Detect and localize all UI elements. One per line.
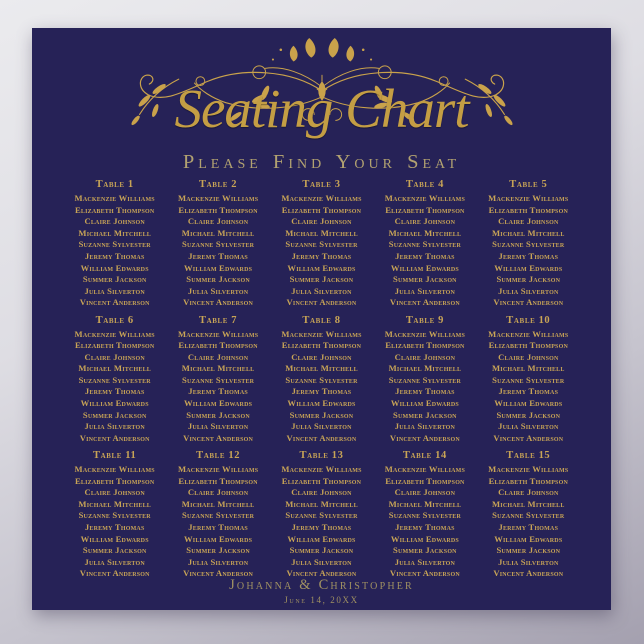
guest-name: Vincent Anderson <box>493 297 564 308</box>
guest-name: Summer Jackson <box>393 545 457 556</box>
guest-name: Michael Mitchell <box>388 227 462 238</box>
guest-list <box>167 464 268 580</box>
guest-name: Julia Silverton <box>498 285 559 296</box>
guest-name: Mackenzie Williams <box>74 464 155 474</box>
table-group <box>167 314 268 450</box>
guest-list <box>374 329 475 445</box>
table-group <box>167 178 268 314</box>
guest-name: Elizabeth Thompson <box>488 475 568 486</box>
guest-name: Summer Jackson <box>393 409 457 420</box>
guest-name: Claire Johnson <box>84 216 145 227</box>
guest-name: Mackenzie Williams <box>177 328 259 339</box>
guest-name: Michael Mitchell <box>285 498 358 509</box>
table-group <box>374 449 475 585</box>
guest-name: Suzanne Sylvester <box>492 374 565 385</box>
guest-name: Jeremy Thomas <box>84 521 145 532</box>
guest-name: Suzanne Sylvester <box>388 374 462 385</box>
guest-name: Michael Mitchell <box>78 363 151 374</box>
guest-name: Claire Johnson <box>84 351 145 362</box>
guest-name: Vincent Anderson <box>286 432 357 443</box>
poster-subtitle: Please Find Your Seat <box>182 151 461 173</box>
table-label: Table 5 <box>509 179 548 190</box>
guest-name: Summer Jackson <box>82 274 147 285</box>
guest-name: Elizabeth Thompson <box>178 475 258 486</box>
guest-name: Michael Mitchell <box>181 363 255 374</box>
guest-name: Claire Johnson <box>291 216 352 227</box>
guest-list <box>374 193 475 309</box>
guest-name: Suzanne Sylvester <box>388 510 462 521</box>
table-group <box>478 449 579 585</box>
guest-name: Suzanne Sylvester <box>181 239 255 250</box>
guest-name: Jeremy Thomas <box>84 250 145 261</box>
guest-name: Elizabeth Thompson <box>385 204 465 215</box>
guest-name: Vincent Anderson <box>389 297 460 308</box>
guest-name: Elizabeth Thompson <box>74 475 155 486</box>
guest-name: William Edwards <box>287 262 356 273</box>
guest-name: Suzanne Sylvester <box>78 510 151 521</box>
guest-name: Summer Jackson <box>289 409 354 420</box>
table-label: Table 7 <box>199 314 238 326</box>
guest-name: Vincent Anderson <box>79 568 150 579</box>
guest-name: Suzanne Sylvester <box>285 374 358 385</box>
guest-name: Claire Johnson <box>187 351 249 362</box>
guest-name: Claire Johnson <box>187 487 249 498</box>
guest-name: Summer Jackson <box>186 409 250 420</box>
guest-name: Suzanne Sylvester <box>78 239 151 250</box>
event-date: June 14, 20XX <box>284 595 359 605</box>
guest-name: William Edwards <box>80 533 149 544</box>
table-group <box>271 314 372 450</box>
table-group <box>374 178 475 314</box>
guest-list <box>271 193 372 309</box>
table-group <box>271 178 372 314</box>
guest-name: Mackenzie Williams <box>74 328 155 339</box>
guest-name: Claire Johnson <box>291 351 352 362</box>
guest-name: Elizabeth Thompson <box>385 475 465 486</box>
guest-name: Vincent Anderson <box>389 568 460 579</box>
guest-name: Julia Silverton <box>291 285 352 296</box>
guest-name: William Edwards <box>390 533 459 544</box>
guest-name: Claire Johnson <box>394 216 456 227</box>
guest-name: Jeremy Thomas <box>498 521 559 532</box>
guest-name: Julia Silverton <box>187 285 249 296</box>
guest-list <box>167 329 268 445</box>
guest-name: Claire Johnson <box>84 487 145 498</box>
table-group <box>167 449 268 585</box>
couple-names: Johanna & Christopher <box>229 577 414 593</box>
guest-name: Michael Mitchell <box>78 227 151 238</box>
guest-name: Claire Johnson <box>291 487 352 498</box>
table-group <box>64 314 165 450</box>
guest-name: Michael Mitchell <box>492 498 565 509</box>
poster-footer <box>32 577 611 606</box>
table-label: Table 3 <box>302 179 341 190</box>
guest-name: Suzanne Sylvester <box>181 374 255 385</box>
guest-name: Mackenzie Williams <box>384 193 466 203</box>
guest-name: Elizabeth Thompson <box>74 340 155 351</box>
poster-title: Seating Chart <box>174 78 469 139</box>
guest-name: Elizabeth Thompson <box>281 475 362 486</box>
guest-list <box>64 329 165 445</box>
guest-name: Julia Silverton <box>498 421 559 432</box>
guest-name: Mackenzie Williams <box>177 193 259 203</box>
table-group <box>271 449 372 585</box>
guest-list <box>64 464 165 580</box>
guest-name: Julia Silverton <box>84 556 145 567</box>
guest-name: Summer Jackson <box>186 545 250 556</box>
guest-name: Julia Silverton <box>84 285 145 296</box>
guest-name: Julia Silverton <box>84 421 145 432</box>
seating-grid <box>64 178 579 585</box>
guest-name: Michael Mitchell <box>492 227 565 238</box>
guest-name: William Edwards <box>287 398 356 409</box>
guest-name: William Edwards <box>390 398 459 409</box>
guest-name: Claire Johnson <box>394 351 456 362</box>
guest-name: Jeremy Thomas <box>291 250 352 261</box>
guest-name: Julia Silverton <box>394 285 456 296</box>
guest-name: Summer Jackson <box>496 545 561 556</box>
guest-name: Summer Jackson <box>289 545 354 556</box>
table-label: Table 14 <box>402 450 447 461</box>
guest-name: William Edwards <box>184 398 253 409</box>
guest-name: Elizabeth Thompson <box>178 340 258 351</box>
guest-name: Mackenzie Williams <box>488 328 569 339</box>
guest-name: William Edwards <box>80 262 149 273</box>
guest-name: William Edwards <box>184 533 253 544</box>
guest-name: Jeremy Thomas <box>84 386 145 397</box>
guest-name: Julia Silverton <box>291 556 352 567</box>
guest-name: Vincent Anderson <box>183 297 254 308</box>
table-label: Table 9 <box>405 314 444 326</box>
guest-name: Vincent Anderson <box>79 297 150 308</box>
guest-name: Suzanne Sylvester <box>78 374 151 385</box>
guest-name: William Edwards <box>80 398 149 409</box>
table-label: Table 15 <box>506 450 551 461</box>
table-group <box>478 178 579 314</box>
guest-name: William Edwards <box>494 262 563 273</box>
table-label: Table 13 <box>299 450 344 461</box>
guest-name: Mackenzie Williams <box>488 464 569 474</box>
guest-list <box>271 329 372 445</box>
guest-name: William Edwards <box>494 533 563 544</box>
guest-name: Elizabeth Thompson <box>385 340 465 351</box>
guest-name: Elizabeth Thompson <box>178 204 258 215</box>
guest-name: Vincent Anderson <box>183 568 254 579</box>
guest-name: William Edwards <box>287 533 356 544</box>
guest-name: Michael Mitchell <box>285 363 358 374</box>
table-label: Table 1 <box>95 179 134 190</box>
guest-name: Summer Jackson <box>496 409 561 420</box>
guest-name: Michael Mitchell <box>388 498 462 509</box>
guest-name: Mackenzie Williams <box>384 464 466 474</box>
guest-list <box>271 464 372 580</box>
guest-name: Jeremy Thomas <box>291 386 352 397</box>
guest-list <box>478 193 579 309</box>
guest-list <box>478 464 579 580</box>
guest-name: Jeremy Thomas <box>188 250 248 261</box>
guest-name: Mackenzie Williams <box>281 328 362 339</box>
table-label: Table 4 <box>405 179 444 190</box>
guest-name: Claire Johnson <box>498 216 559 227</box>
table-group <box>478 314 579 450</box>
guest-name: Suzanne Sylvester <box>492 510 565 521</box>
guest-name: Julia Silverton <box>187 421 249 432</box>
guest-name: Suzanne Sylvester <box>285 510 358 521</box>
guest-name: Summer Jackson <box>82 409 147 420</box>
guest-name: Suzanne Sylvester <box>181 510 255 521</box>
guest-name: Mackenzie Williams <box>488 193 569 203</box>
guest-list <box>478 329 579 445</box>
guest-name: Summer Jackson <box>289 274 354 285</box>
table-label: Table 6 <box>95 314 134 326</box>
guest-name: Mackenzie Williams <box>384 328 466 339</box>
table-label: Table 2 <box>199 179 238 190</box>
guest-name: Julia Silverton <box>394 421 456 432</box>
guest-name: Mackenzie Williams <box>177 464 259 474</box>
guest-name: Jeremy Thomas <box>291 521 352 532</box>
table-group <box>374 314 475 450</box>
guest-name: Elizabeth Thompson <box>488 340 568 351</box>
guest-name: Summer Jackson <box>82 545 147 556</box>
guest-name: Vincent Anderson <box>493 432 564 443</box>
guest-name: Julia Silverton <box>394 556 456 567</box>
guest-name: Jeremy Thomas <box>498 386 559 397</box>
guest-name: Jeremy Thomas <box>188 521 248 532</box>
guest-name: Michael Mitchell <box>181 227 255 238</box>
guest-name: Julia Silverton <box>291 421 352 432</box>
guest-name: Michael Mitchell <box>388 363 462 374</box>
guest-name: William Edwards <box>494 398 563 409</box>
guest-name: Mackenzie Williams <box>74 193 155 203</box>
guest-name: Vincent Anderson <box>389 432 460 443</box>
guest-name: Vincent Anderson <box>183 432 254 443</box>
table-label: Table 10 <box>506 314 551 326</box>
seating-chart-poster <box>32 28 611 610</box>
table-group <box>64 449 165 585</box>
guest-name: Summer Jackson <box>393 274 457 285</box>
guest-name: Julia Silverton <box>498 556 559 567</box>
guest-name: Vincent Anderson <box>286 568 357 579</box>
guest-name: Elizabeth Thompson <box>74 204 155 215</box>
guest-name: Suzanne Sylvester <box>492 239 565 250</box>
guest-name: Michael Mitchell <box>181 498 255 509</box>
guest-name: Claire Johnson <box>187 216 249 227</box>
guest-name: Vincent Anderson <box>493 568 564 579</box>
guest-name: Julia Silverton <box>187 556 249 567</box>
guest-name: Claire Johnson <box>498 487 559 498</box>
guest-name: Jeremy Thomas <box>395 250 455 261</box>
guest-name: Claire Johnson <box>498 351 559 362</box>
guest-name: Elizabeth Thompson <box>488 204 568 215</box>
guest-name: William Edwards <box>184 262 253 273</box>
table-label: Table 11 <box>92 450 137 461</box>
guest-name: Elizabeth Thompson <box>281 340 362 351</box>
guest-name: Jeremy Thomas <box>395 386 455 397</box>
guest-name: Elizabeth Thompson <box>281 204 362 215</box>
guest-name: Mackenzie Williams <box>281 464 362 474</box>
guest-name: Michael Mitchell <box>78 498 151 509</box>
guest-name: Jeremy Thomas <box>395 521 455 532</box>
guest-name: Jeremy Thomas <box>188 386 248 397</box>
guest-name: Claire Johnson <box>394 487 456 498</box>
guest-list <box>64 193 165 309</box>
guest-name: Jeremy Thomas <box>498 250 559 261</box>
guest-name: William Edwards <box>390 262 459 273</box>
guest-list <box>167 193 268 309</box>
guest-name: Summer Jackson <box>496 274 561 285</box>
table-group <box>64 178 165 314</box>
guest-name: Suzanne Sylvester <box>388 239 462 250</box>
guest-name: Michael Mitchell <box>492 363 565 374</box>
table-label: Table 8 <box>302 314 341 326</box>
guest-list <box>374 464 475 580</box>
guest-name: Mackenzie Williams <box>281 193 362 203</box>
guest-name: Vincent Anderson <box>79 432 150 443</box>
guest-name: Michael Mitchell <box>285 227 358 238</box>
table-label: Table 12 <box>196 450 241 461</box>
guest-name: Summer Jackson <box>186 274 250 285</box>
guest-name: Vincent Anderson <box>286 297 357 308</box>
guest-name: Suzanne Sylvester <box>285 239 358 250</box>
